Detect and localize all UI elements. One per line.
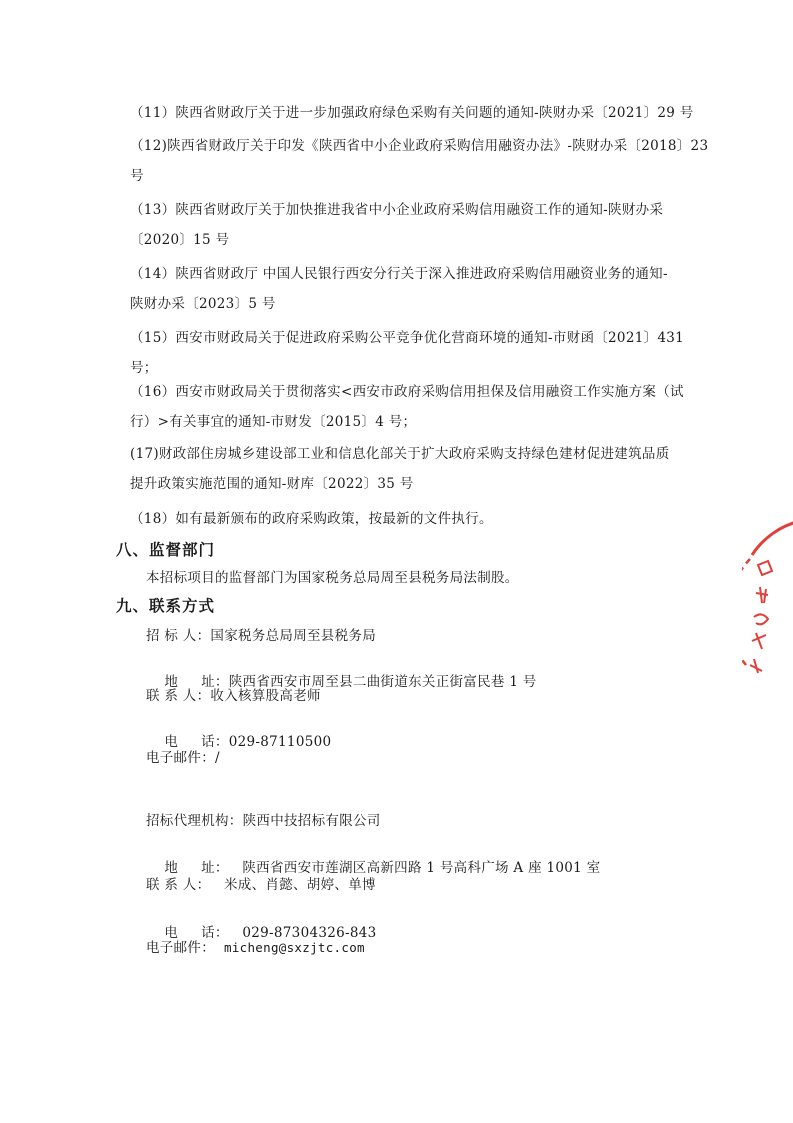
section-9-heading: 九、联系方式: [116, 597, 216, 615]
tenderer-name-value: 国家税务总局周至县税务局: [210, 628, 376, 644]
agency-contact-row: [146, 873, 376, 893]
regulation-17-line-2: 提升政策实施范围的通知-财库〔2022〕35 号: [130, 476, 414, 492]
tenderer-address-value: 陕西省西安市周至县二曲街道东关正街富民巷 1 号: [228, 674, 537, 690]
agency-email-value: micheng@sxzjtc.com: [224, 940, 365, 955]
tenderer-contact-label: 联 系 人：: [146, 688, 211, 704]
tenderer-name-label: 招 标 人：: [146, 628, 211, 644]
regulation-14-line-1: （14）陕西省财政厅 中国人民银行西安分行关于深入推进政府采购信用融资业务的通知-: [130, 266, 668, 282]
agency-contact-label: 联 系 人：: [146, 877, 211, 893]
tenderer-phone-value: 029-87110500: [228, 734, 332, 750]
tenderer-email-value: /: [215, 750, 220, 766]
regulation-18: （18）如有最新颁布的政府采购政策，按最新的文件执行。: [130, 511, 493, 527]
agency-name-label: 招标代理机构：: [146, 813, 243, 829]
agency-name-value: 陕西中技招标有限公司: [242, 813, 381, 829]
agency-email-row: [146, 936, 365, 956]
agency-phone-label: 电 话：: [164, 925, 229, 941]
regulation-13-line-1: （13）陕西省财政厅关于加快推进我省中小企业政府采购信用融资工作的通知-陕财办采: [130, 202, 664, 218]
regulation-17-line-1: (17)财政部住房城乡建设部工业和信息化部关于扩大政府采购支持绿色建材促进建筑品质: [130, 446, 670, 462]
agency-address-value: 陕西省西安市莲湖区高新四路 1 号高科广场 A 座 1001 室: [242, 860, 601, 876]
agency-name-row: [146, 809, 381, 829]
tenderer-email-label: 电子邮件：: [146, 750, 215, 766]
regulation-11: （11）陕西省财政厅关于进一步加强政府绿色采购有关问题的通知-陕财办采〔2021〕29 号: [130, 105, 694, 121]
seal-icon: [742, 515, 793, 695]
regulation-16-line-1: （16）西安市财政局关于贯彻落实<西安市政府采购信用担保及信用融资工作实施方案（试: [130, 384, 684, 400]
tenderer-address-label: 地 址：: [164, 674, 229, 690]
section-8-heading: 八、监督部门: [116, 541, 216, 559]
regulation-16-line-2: 行）>有关事宜的通知-市财发〔2015〕4 号；: [130, 414, 417, 430]
regulation-12-line-2: 号: [130, 168, 144, 184]
regulation-15-line-2: 号；: [130, 360, 158, 376]
agency-email-label: 电子邮件：: [146, 940, 215, 956]
tenderer-contact-row: [146, 684, 321, 704]
regulation-12-line-1: （12)陕西省财政厅关于印发《陕西省中小企业政府采购信用融资办法》-陕财办采〔2018〕23: [130, 138, 709, 154]
tenderer-name-row: [146, 624, 376, 644]
regulation-14-line-2: 陕财办采〔2023〕5 号: [130, 296, 276, 312]
tenderer-contact-value: 收入核算股高老师: [210, 688, 321, 704]
agency-phone-value: 029-87304326-843: [242, 925, 377, 941]
section-8-body: 本招标项目的监督部门为国家税务总局周至县税务局法制股。: [146, 570, 519, 586]
agency-contact-value: 米成、肖懿、胡婷、单博: [224, 877, 376, 893]
agency-address-label: 地 址：: [164, 860, 229, 876]
regulation-15-line-1: （15）西安市财政局关于促进政府采购公平竞争优化营商环境的通知-市财函〔2021〕431: [130, 330, 685, 346]
official-seal: [742, 515, 793, 695]
tenderer-phone-label: 电 话：: [164, 734, 229, 750]
tenderer-email-row: [146, 746, 220, 766]
regulation-13-line-2: 〔2020〕15 号: [130, 232, 230, 248]
